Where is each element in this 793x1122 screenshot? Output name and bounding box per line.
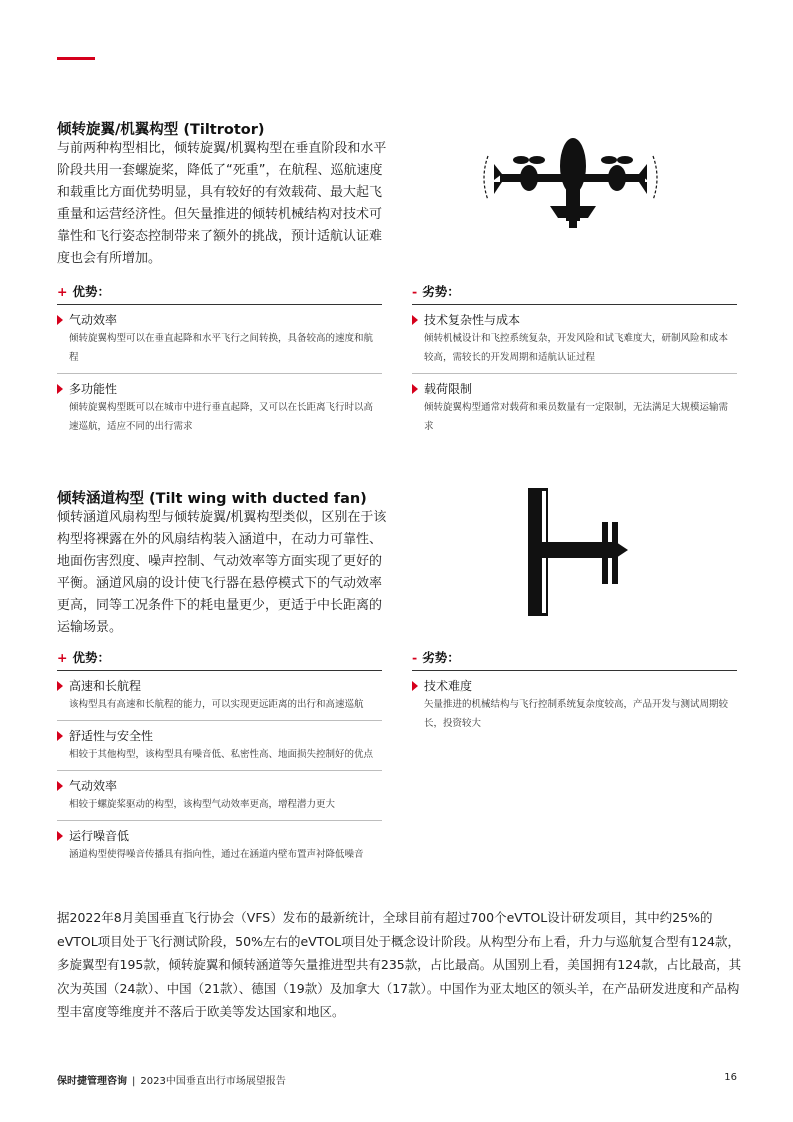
pros-header bbox=[57, 282, 382, 305]
ducted-fan-aircraft-icon bbox=[524, 484, 634, 619]
item-title: 技术难度 bbox=[424, 679, 473, 693]
page-footer bbox=[57, 1072, 737, 1087]
item-desc: 倾转旋翼构型既可以在城市中进行垂直起降，又可以在长距离飞行时以高速巡航，适应不同的出行需求 bbox=[69, 402, 374, 432]
list-item bbox=[57, 771, 382, 821]
item-title: 舒适性与安全性 bbox=[69, 729, 154, 743]
red-triangle-icon bbox=[57, 781, 63, 791]
list-item bbox=[412, 374, 737, 442]
red-triangle-icon bbox=[412, 681, 418, 691]
red-triangle-icon bbox=[57, 315, 63, 325]
red-triangle-icon bbox=[412, 315, 418, 325]
red-triangle-icon bbox=[57, 831, 63, 841]
item-title: 多功能性 bbox=[69, 382, 118, 396]
section2-cons bbox=[412, 648, 737, 739]
footer-separator: | bbox=[132, 1076, 136, 1087]
item-title: 高速和长航程 bbox=[69, 679, 142, 693]
section1-title: 倾转旋翼/机翼构型 (Tiltrotor) bbox=[57, 122, 265, 138]
list-item bbox=[412, 671, 737, 739]
item-title: 载荷限制 bbox=[424, 382, 473, 396]
accent-bar bbox=[57, 57, 95, 60]
item-desc: 该构型具有高速和长航程的能力，可以实现更远距离的出行和高速巡航 bbox=[69, 699, 364, 710]
section2-body: 倾转涵道风扇构型与倾转旋翼/机翼构型类似，区别在于该构型将裸露在外的风扇结构装入涵道中，在动力可靠性、地面伤害烈度、噪声控制、气动效率等方面实现了更好的平衡。涵道风扇的设计使飞行器在悬停模式下的气动效率更高，同等工况条件下的耗电量更少，更适于中长距离的运输场景。 bbox=[57, 510, 387, 635]
list-item bbox=[57, 305, 382, 374]
plus-sign: + bbox=[57, 650, 68, 665]
item-desc: 涵道构型使得噪音传播具有指向性，通过在涵道内壁布置声衬降低噪音 bbox=[69, 849, 364, 860]
plus-sign: + bbox=[57, 284, 68, 299]
minus-sign: - bbox=[412, 284, 418, 299]
item-desc: 相较于螺旋桨驱动的构型，该构型气动效率更高，增程潜力更大 bbox=[69, 799, 336, 810]
red-triangle-icon bbox=[57, 681, 63, 691]
item-title: 气动效率 bbox=[69, 779, 118, 793]
pros-label: 优势： bbox=[72, 650, 110, 665]
tiltrotor-aircraft-icon bbox=[478, 136, 663, 232]
red-triangle-icon bbox=[57, 731, 63, 741]
list-item bbox=[57, 671, 382, 721]
red-triangle-icon bbox=[412, 384, 418, 394]
section2-pros bbox=[57, 648, 382, 870]
summary-paragraph: 据2022年8月美国垂直飞行协会（VFS）发布的最新统计，全球目前有超过700个eVTOL设计研发项目，其中约25%的eVTOL项目处于飞行测试阶段，50%左右的eVTOL项目处于概念设计阶段。从构型分布上看，升力与巡航复合型有124款，多旋翼型有195款，倾转旋翼和倾转涵道等矢量推进型共有235款，占比最高。从国别上看，美国拥有124款，占比最高，其次为英国（24款）、中国（21款）、德国（19款）及加拿大（17款）。中国作为亚太地区的领头羊，在产品研发进度和产品构型丰富度等维度并不落后于欧美等发达国家和地区。 bbox=[57, 910, 742, 1019]
footer-report-title: 2023中国垂直出行市场展望报告 bbox=[140, 1076, 286, 1087]
list-item bbox=[412, 305, 737, 374]
item-desc: 倾转旋翼构型通常对载荷和乘员数量有一定限制，无法满足大规模运输需求 bbox=[424, 402, 729, 432]
pros-label: 优势： bbox=[72, 284, 110, 299]
section1-cons bbox=[412, 282, 737, 442]
footer-brand: 保时捷管理咨询 bbox=[57, 1076, 127, 1087]
item-desc: 相较于其他构型，该构型具有噪音低、私密性高、地面损失控制好的优点 bbox=[69, 749, 374, 760]
page-number: 16 bbox=[724, 1072, 737, 1083]
cons-header bbox=[412, 282, 737, 305]
list-item bbox=[57, 821, 382, 870]
section1-pros bbox=[57, 282, 382, 442]
item-title: 气动效率 bbox=[69, 313, 118, 327]
cons-label: 劣势： bbox=[422, 284, 460, 299]
item-desc: 倾转机械设计和飞控系统复杂，开发风险和试飞难度大，研制风险和成本较高，需较长的开发周期和适航认证过程 bbox=[424, 333, 729, 363]
list-item bbox=[57, 721, 382, 771]
section2-title: 倾转涵道构型 (Tilt wing with ducted fan) bbox=[57, 491, 367, 507]
cons-label: 劣势： bbox=[422, 650, 460, 665]
cons-header bbox=[412, 648, 737, 671]
list-item bbox=[57, 374, 382, 442]
item-desc: 倾转旋翼构型可以在垂直起降和水平飞行之间转换，具备较高的速度和航程 bbox=[69, 333, 374, 363]
red-triangle-icon bbox=[57, 384, 63, 394]
item-title: 运行噪音低 bbox=[69, 829, 130, 843]
item-desc: 矢量推进的机械结构与飞行控制系统复杂度较高，产品开发与测试周期较长，投资较大 bbox=[424, 699, 729, 729]
minus-sign: - bbox=[412, 650, 418, 665]
pros-header bbox=[57, 648, 382, 671]
item-title: 技术复杂性与成本 bbox=[424, 313, 521, 327]
section1-body: 与前两种构型相比，倾转旋翼/机翼构型在垂直阶段和水平阶段共用一套螺旋桨，降低了“死重”，在航程、巡航速度和载重比方面优势明显，具有较好的有效载荷、最大起飞重量和运营经济性。但矢量推进的倾转机械结构对技术可靠性和飞行姿态控制带来了额外的挑战，预计适航认证难度也会有所增加。 bbox=[57, 141, 387, 266]
